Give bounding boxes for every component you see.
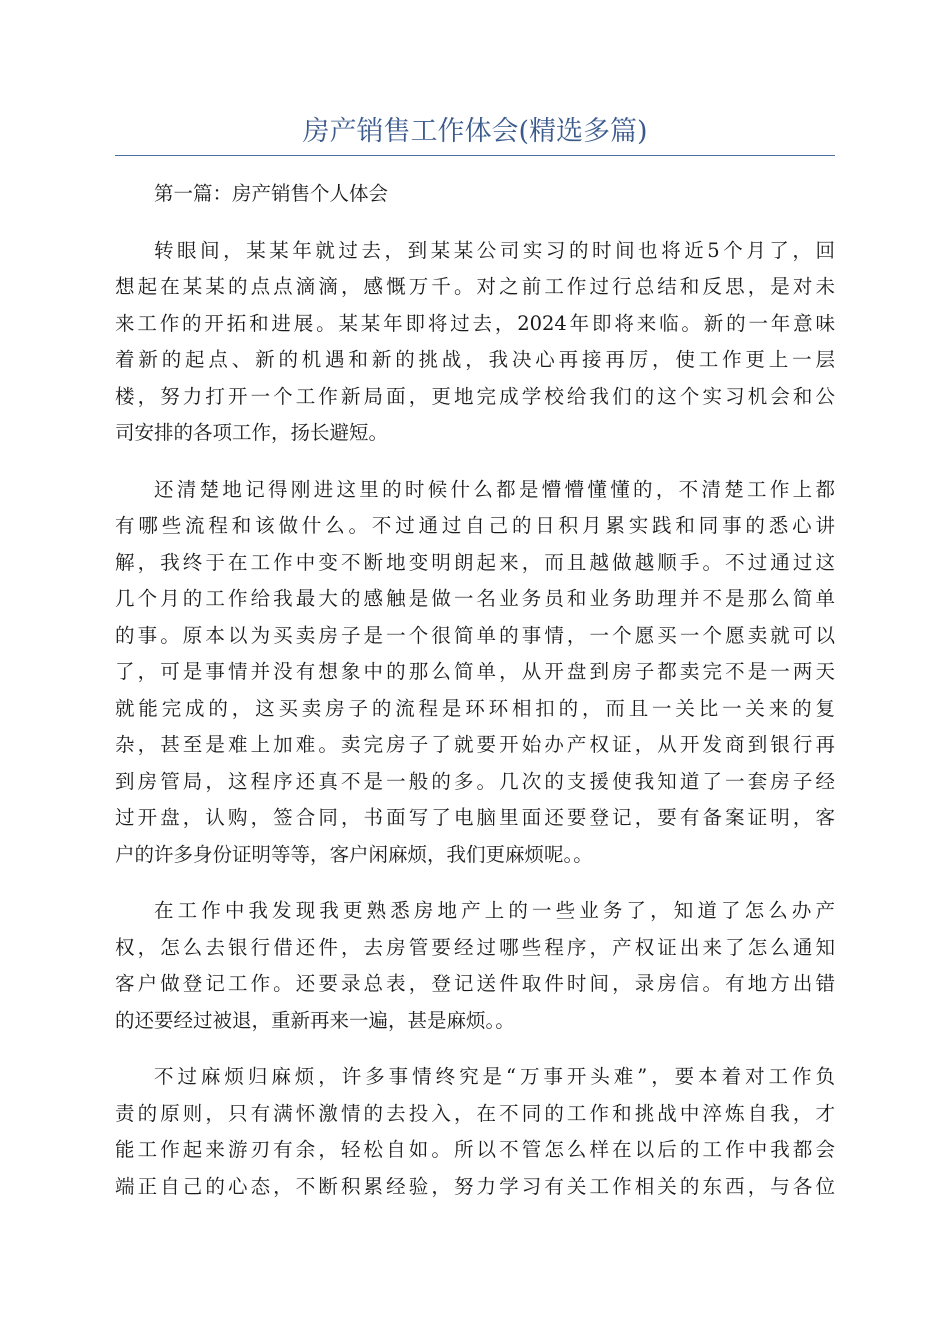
paragraph-line: 来工作的开拓和进展。某某年即将过去，2024年即将来临。新的一年意味 xyxy=(115,311,835,335)
paragraph-line: 端正自己的心态，不断积累经验，努力学习有关工作相关的东西，与各位 xyxy=(115,1174,835,1198)
paragraph-line: 到房管局，这程序还真不是一般的多。几次的支援使我知道了一套房子经 xyxy=(115,769,835,793)
paragraph-line: 着新的起点、新的机遇和新的挑战，我决心再接再厉，使工作更上一层 xyxy=(115,348,835,371)
title-underline xyxy=(115,155,835,156)
paragraph-line: 过开盘，认购，签合同，书面写了电脑里面还要登记，要有备案证明，客 xyxy=(115,806,835,829)
paragraph-line: 在工作中我发现我更熟悉房地产上的一些业务了，知道了怎么办产 xyxy=(154,899,835,922)
paragraph-line: 了，可是事情并没有想象中的那么简单，从开盘到房子都卖完不是一两天 xyxy=(115,660,835,683)
document-body xyxy=(115,176,835,1225)
paragraph xyxy=(115,893,835,1039)
paragraph-line: 能工作起来游刃有余，轻松自如。所以不管怎么样在以后的工作中我都会 xyxy=(115,1138,835,1161)
paragraph-list xyxy=(115,233,835,1206)
paragraph-line: 转眼间，某某年就过去，到某某公司实习的时间也将近5个月了，回 xyxy=(154,238,835,262)
paragraph-line: 责的原则，只有满怀激情的去投入，在不同的工作和挑战中淬炼自我，才 xyxy=(115,1101,835,1125)
paragraph-line: 客户做登记工作。还要录总表，登记送件取件时间，录房信。有地方出错 xyxy=(115,972,835,995)
document-title: 房产销售工作体会(精选多篇) xyxy=(302,116,648,147)
paragraph-line: 权，怎么去银行借还件，去房管要经过哪些程序，产权证出来了怎么通知 xyxy=(115,935,835,959)
paragraph-line: 的事。原本以为买卖房子是一个很简单的事情，一个愿买一个愿卖就可以 xyxy=(115,623,835,647)
paragraph-line: 想起在某某的点点滴滴，感慨万千。对之前工作过行总结和反思，是对未 xyxy=(115,275,835,298)
paragraph xyxy=(115,1059,835,1205)
paragraph xyxy=(115,233,835,452)
section-heading: 第一篇：房产销售个人体会 xyxy=(154,182,389,205)
paragraph-line: 就能完成的，这买卖房子的流程是环环相扣的，而且一关比一关来的复 xyxy=(115,696,835,720)
paragraph-line: 不过麻烦归麻烦，许多事情终究是“万事开头难”，要本着对工作负 xyxy=(154,1065,835,1088)
paragraph-line: 户的许多身份证明等等，客户闲麻烦，我们更麻烦呢。。 xyxy=(115,842,593,866)
paragraph-line: 解，我终于在工作中变不断地变明朗起来，而且越做越顺手。不过通过这 xyxy=(115,550,835,574)
paragraph-line: 司安排的各项工作，扬长避短。 xyxy=(115,421,389,444)
paragraph-line: 几个月的工作给我最大的感触是做一名业务员和业务助理并不是那么简单 xyxy=(115,587,835,610)
paragraph-line: 杂，甚至是难上加难。卖完房子了就要开始办产权证，从开发商到银行再 xyxy=(115,733,835,756)
paragraph-line: 的还要经过被退，重新再来一遍，甚是麻烦。。 xyxy=(115,1008,515,1032)
paragraph-line: 楼，努力打开一个工作新局面，更地完成学校给我们的这个实习机会和公 xyxy=(115,384,835,408)
paragraph-line: 还清楚地记得刚进这里的时候什么都是懵懵懂懂的，不清楚工作上都 xyxy=(154,477,835,501)
paragraph xyxy=(115,472,835,874)
paragraph-line: 有哪些流程和该做什么。不过通过自己的日积月累实践和同事的悉心讲 xyxy=(115,514,835,537)
